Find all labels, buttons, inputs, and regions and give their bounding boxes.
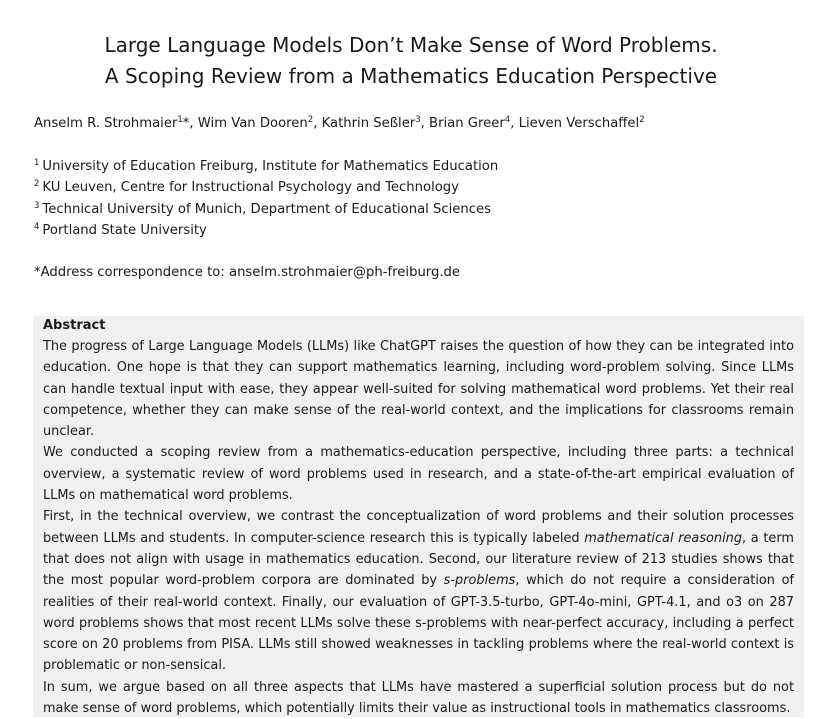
affiliation-text: Technical University of Munich, Department of Educational Sciences	[42, 201, 492, 217]
abstract-text-span: , a term that does not align with usage in mathematics education. Second, our literature review of 213 studies shows that the most popular word-problem corpora are dominated by	[43, 530, 794, 589]
title-line-1: Large Language Models Don’t Make Sense of Word Problems.	[104, 33, 718, 57]
author-affiliation-mark: 4	[504, 115, 511, 125]
affiliation-item	[34, 199, 498, 220]
author-affiliation-mark: 2	[639, 115, 645, 125]
author-separator: ,	[313, 116, 322, 131]
abstract-text-span: , which do not require a consideration of realities of their real-world context. Finally, our evaluation of GPT-3.5-turbo, GPT-4o-mini, GPT-4.1, and o3 on 287 word problems shows that most recent LLMs solve these s-problems with near-perfect accuracy, including a perfect score on 20 problems from PISA. LLMs still showed weaknesses in tackling problems where the real-world context is problematic or non-sensical.	[43, 573, 794, 674]
author-separator: *,	[182, 116, 198, 131]
affiliation-text: University of Education Freiburg, Institute for Mathematics Education	[42, 159, 499, 174]
correspondence-line: *Address correspondence to: anselm.strohmaier@ph-freiburg.de	[34, 265, 461, 280]
affiliation-text: Portland State University	[42, 222, 207, 238]
abstract-emphasis-term: s-problems	[443, 573, 516, 589]
paper-title	[0, 30, 822, 92]
author-name: Wim Van Dooren	[197, 116, 308, 131]
author-name: Lieven Verschaffel	[518, 116, 640, 131]
affiliation-number: 2	[34, 179, 40, 190]
author-affiliation-mark: 3	[415, 115, 421, 125]
affiliation-number: 4	[34, 221, 40, 232]
author-affiliation-mark: 2	[307, 115, 314, 125]
affiliation-item	[34, 220, 498, 241]
author-affiliation-mark: 1	[177, 115, 183, 125]
abstract-heading: Abstract	[43, 318, 106, 333]
author-separator: ,	[510, 116, 519, 131]
abstract-paragraph-4: In sum, we argue based on all three aspects that LLMs have mastered a superficial solution process but do not make sense of word problems, which potentially limits their value as instructional tools in mathematics classrooms.	[43, 679, 794, 717]
abstract-emphasis-term: mathematical reasoning	[584, 530, 743, 546]
author-name: Brian Greer	[429, 116, 505, 131]
author-list	[34, 114, 645, 134]
affiliation-item	[34, 156, 498, 177]
abstract-paragraph-3	[43, 506, 794, 676]
affiliation-number: 1	[34, 158, 40, 168]
affiliation-text: KU Leuven, Centre for Instructional Psychology and Technology	[42, 180, 459, 196]
title-line-2: A Scoping Review from a Mathematics Education Perspective	[104, 64, 718, 88]
abstract-box	[33, 316, 804, 717]
abstract-paragraph-2: We conducted a scoping review from a mathematics-education perspective, including three parts: a technical overview, a systematic review of word problems used in research, and a state-of-the-art empirical evaluation of LLMs on mathematical word problems.	[43, 445, 794, 504]
affiliation-list	[34, 156, 498, 241]
affiliation-item	[34, 177, 498, 198]
affiliation-number: 3	[34, 200, 40, 211]
abstract-paragraph-1: The progress of Large Language Models (LLMs) like ChatGPT raises the question of how they can be integrated into education. One hope is that they can support mathematics learning, including word-problem solving. Since LLMs can handle textual input with ease, they appear well-suited for solving mathematical word problems. Yet their real competence, whether they can make sense of the real-world context, and the implications for classrooms remain unclear.	[43, 339, 794, 440]
abstract-text-span: First, in the technical overview, we contrast the conceptualization of word problems and their solution processes between LLMs and students. In computer-science research this is typically labeled	[43, 509, 794, 546]
author-name: Anselm R. Strohmaier	[34, 116, 178, 131]
author-name: Kathrin Seßler	[321, 116, 416, 131]
author-separator: ,	[420, 116, 430, 131]
